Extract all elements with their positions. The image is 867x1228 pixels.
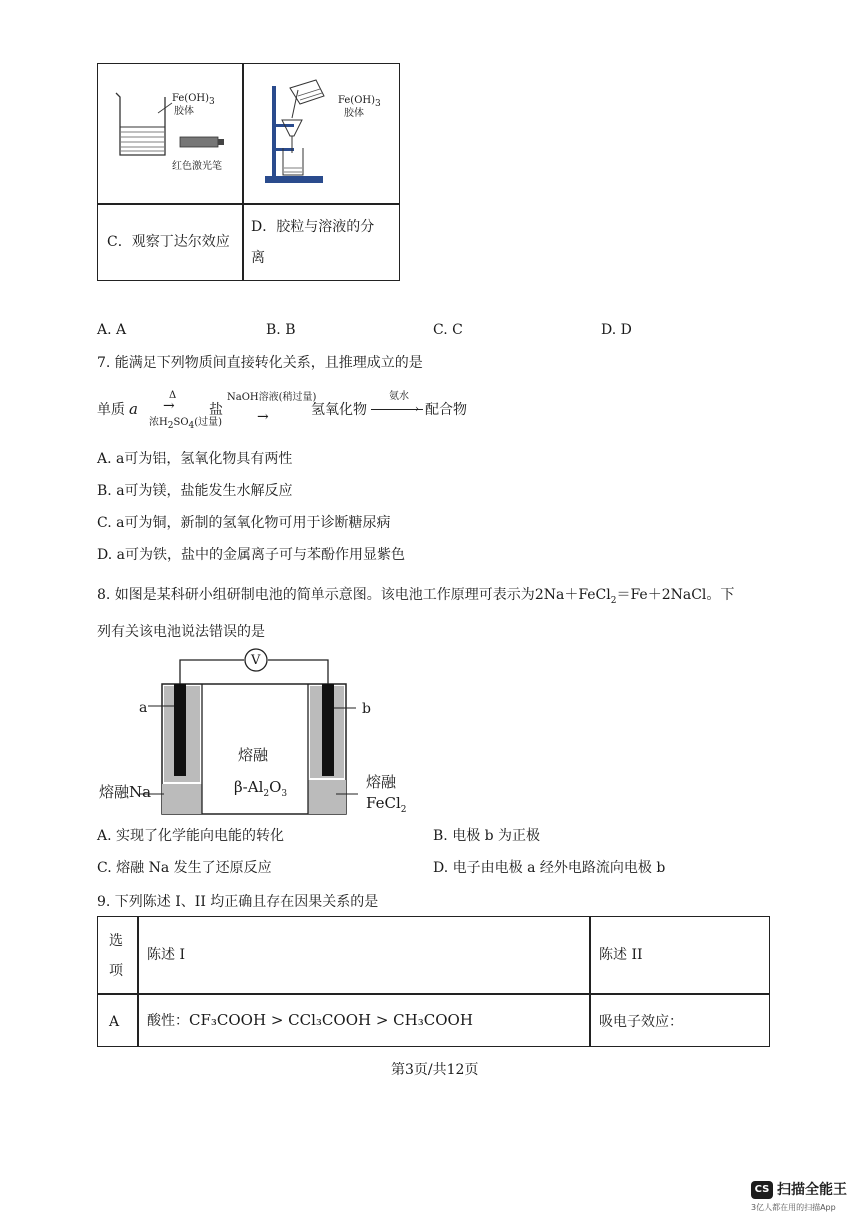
left-electrolyte-label: 熔融Na xyxy=(99,783,152,801)
q8-option-c: C. 熔融 Na 发生了还原反应 xyxy=(97,860,272,876)
watermark-sub: 3亿人都在用的扫描App xyxy=(751,1203,836,1212)
right-electrolyte-label-2: FeCl$_2$ xyxy=(366,794,407,815)
q8-stem-line1: 8. 如图是某科研小组研制电池的简单示意图。该电池工作原理可表示为2Na＋FeCl$_2$＝Fe＋2NaCl。下 xyxy=(97,587,735,606)
q9-header-option-1: 选 xyxy=(109,933,123,949)
q9-row-a-statement-2: 吸电子效应： xyxy=(599,1014,683,1030)
arrow-3-head: › xyxy=(415,404,419,415)
d-colloid-word: 胶体 xyxy=(344,108,364,119)
right-electrolyte-label-1: 熔融 xyxy=(366,773,397,791)
q9-vline-2 xyxy=(589,916,591,1047)
voltmeter-label: V xyxy=(251,653,261,668)
q8-stem-line2: 列有关该电池说法错误的是 xyxy=(97,624,265,640)
q9-row-a-label: A xyxy=(109,1014,120,1030)
q6-option-c: C. C xyxy=(433,322,463,338)
c-colloid-label: $Fe(OH)_3$ xyxy=(172,93,215,107)
q8-option-d: D. 电子由电极 a 经外电路流向电极 b xyxy=(433,860,666,876)
cell-d-text-1: D．胶粒与溶液的分 xyxy=(251,219,375,235)
q9-header-statement-1: 陈述 I xyxy=(147,947,185,963)
middle-label-2: $\beta-Al_2O_3$ xyxy=(234,778,288,799)
electrode-a-label: a xyxy=(139,700,148,716)
chain-salt: 盐 xyxy=(209,402,223,418)
q9-vline-1 xyxy=(137,916,139,1047)
q7-option-d: D. a可为铁，盐中的金属离子可与苯酚作用显紫色 xyxy=(97,547,405,563)
electrode-b-label: b xyxy=(362,701,371,717)
chain-start: 单质 xyxy=(97,402,125,418)
arrow-1: → xyxy=(163,398,175,414)
q6-table-vline xyxy=(242,63,244,281)
chain-hydroxide: 氢氧化物 xyxy=(311,402,367,418)
q6-table-hline xyxy=(97,203,400,205)
q8-option-b: B. 电极 b 为正极 xyxy=(433,828,541,844)
q9-stem: 9. 下列陈述 I、II 均正确且存在因果关系的是 xyxy=(97,894,379,910)
q7-option-a: A. a可为铝，氢氧化物具有两性 xyxy=(97,451,293,467)
cell-c-text: C．观察丁达尔效应 xyxy=(107,234,230,250)
page-number: 第3页/共12页 xyxy=(391,1062,479,1078)
q6-option-a: A. A xyxy=(97,322,127,338)
q6-option-b: B. B xyxy=(266,322,296,338)
q9-row-a-statement-1: 酸性：CF₃COOH > CCl₃COOH > CH₃COOH xyxy=(147,1011,473,1029)
middle-label-1: 熔融 xyxy=(238,746,269,764)
q9-hline xyxy=(97,993,770,995)
q8-option-a: A. 实现了化学能向电能的转化 xyxy=(97,828,285,844)
watermark-brand: 扫描全能王 xyxy=(777,1182,847,1198)
d-colloid-label: $Fe(OH)_3$ xyxy=(338,95,381,109)
cond1: 浓$H_2SO_4$(过量) xyxy=(149,417,223,431)
cond2: NaOH溶液(稍过量) xyxy=(227,392,317,403)
chain-complex: 配合物 xyxy=(425,402,467,418)
q7-option-b: B. a可为镁，盐能发生水解反应 xyxy=(97,483,293,499)
q6-option-d: D. D xyxy=(601,322,632,338)
cell-equation: 2Na＋FeCl$_2$＝Fe＋2NaCl xyxy=(534,587,707,606)
filtration-diagram xyxy=(258,78,338,188)
q7-stem: 7. 能满足下列物质间直接转化关系，且推理成立的是 xyxy=(97,355,423,371)
cs-logo-icon: CS xyxy=(751,1181,773,1199)
q7-option-c: C. a可为铜，新制的氢氧化物可用于诊断糖尿病 xyxy=(97,515,391,531)
cell-d-text-2: 离 xyxy=(251,250,265,266)
laser-pen-label: 红色激光笔 xyxy=(172,161,222,172)
arrow-2: → xyxy=(257,409,269,425)
heat-symbol: Δ xyxy=(169,390,177,401)
q7-chain xyxy=(97,388,517,432)
q9-header-option-2: 项 xyxy=(109,963,123,979)
chain-var: a xyxy=(129,400,138,418)
c-colloid-word: 胶体 xyxy=(174,106,194,117)
q9-header-statement-2: 陈述 II xyxy=(599,947,643,963)
cond3: 氨水 xyxy=(389,391,409,402)
